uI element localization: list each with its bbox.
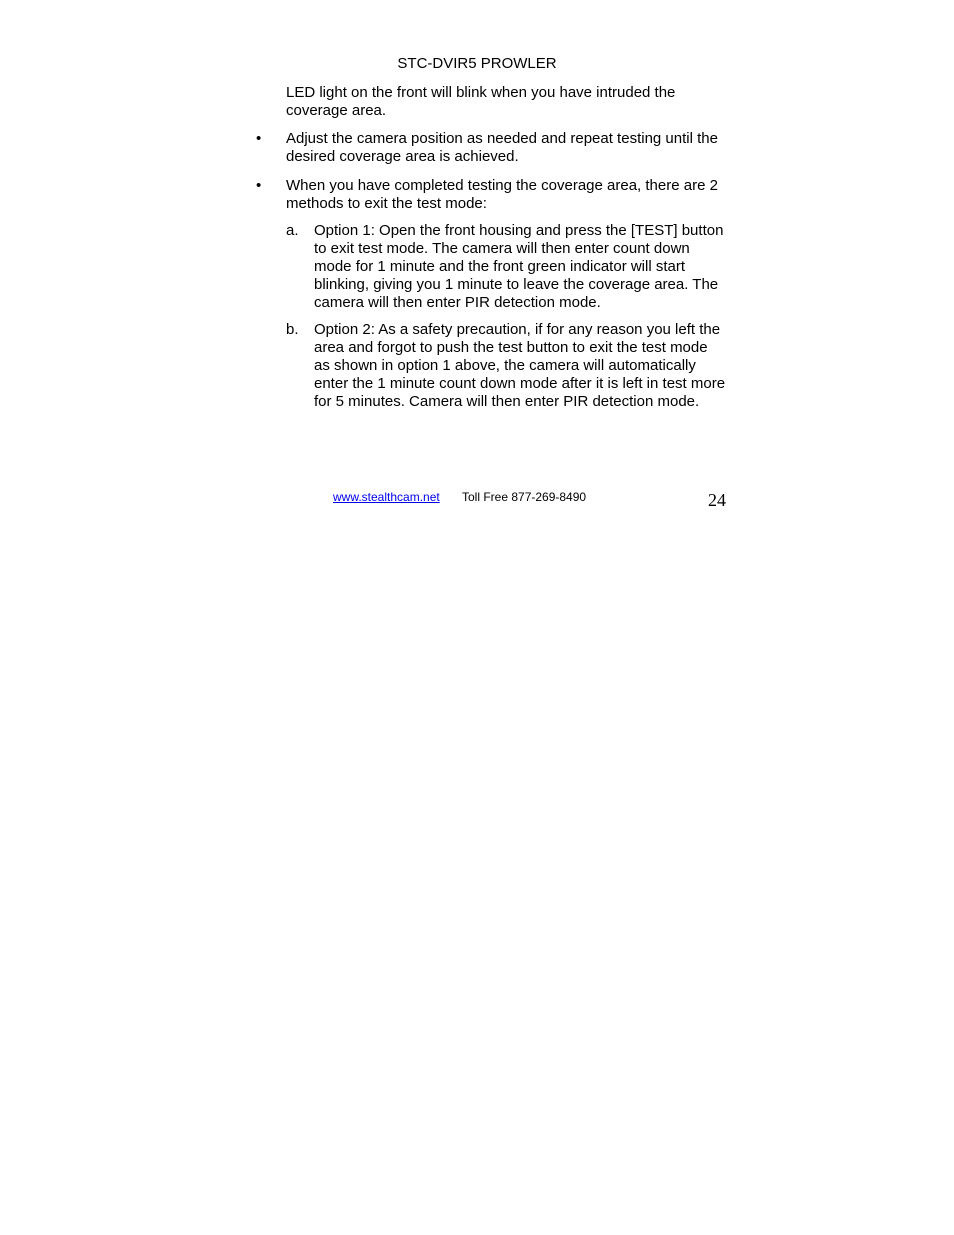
page-number: 24 xyxy=(708,490,726,510)
option-marker: a. xyxy=(286,222,299,239)
footer-phone: Toll Free 877-269-8490 xyxy=(462,490,587,504)
continuation-paragraph: LED light on the front will blink when you have intruded the coverage area. xyxy=(286,84,676,119)
option-text: Option 1: Open the front housing and press the [TEST] button to exit test mode. The camera will then enter count down mode for 1 minute and the front green indicator will start blinking, giving you 1 minute to leave the coverage area. The camera will then enter PIR detection mode. xyxy=(314,222,724,311)
bullet-text: When you have completed testing the coverage area, there are 2 methods to exit the test mode: xyxy=(286,177,718,212)
bullet-icon: • xyxy=(256,177,262,194)
bullet-text: Adjust the camera position as needed and repeat testing until the desired coverage area is achieved. xyxy=(286,130,718,165)
option-marker: b. xyxy=(286,321,299,338)
footer-website-link[interactable]: www.stealthcam.net xyxy=(333,490,440,504)
page-header: STC-DVIR5 PROWLER xyxy=(397,55,557,72)
option-text: Option 2: As a safety precaution, if for any reason you left the area and forgot to push the test button to exit the test mode as shown in option 1 above, the camera will automatically enter the 1 minute count down mode after it is left in test more for 5 minutes. Camera will then enter PIR detection mode. xyxy=(314,321,726,410)
bullet-icon: • xyxy=(256,130,262,147)
